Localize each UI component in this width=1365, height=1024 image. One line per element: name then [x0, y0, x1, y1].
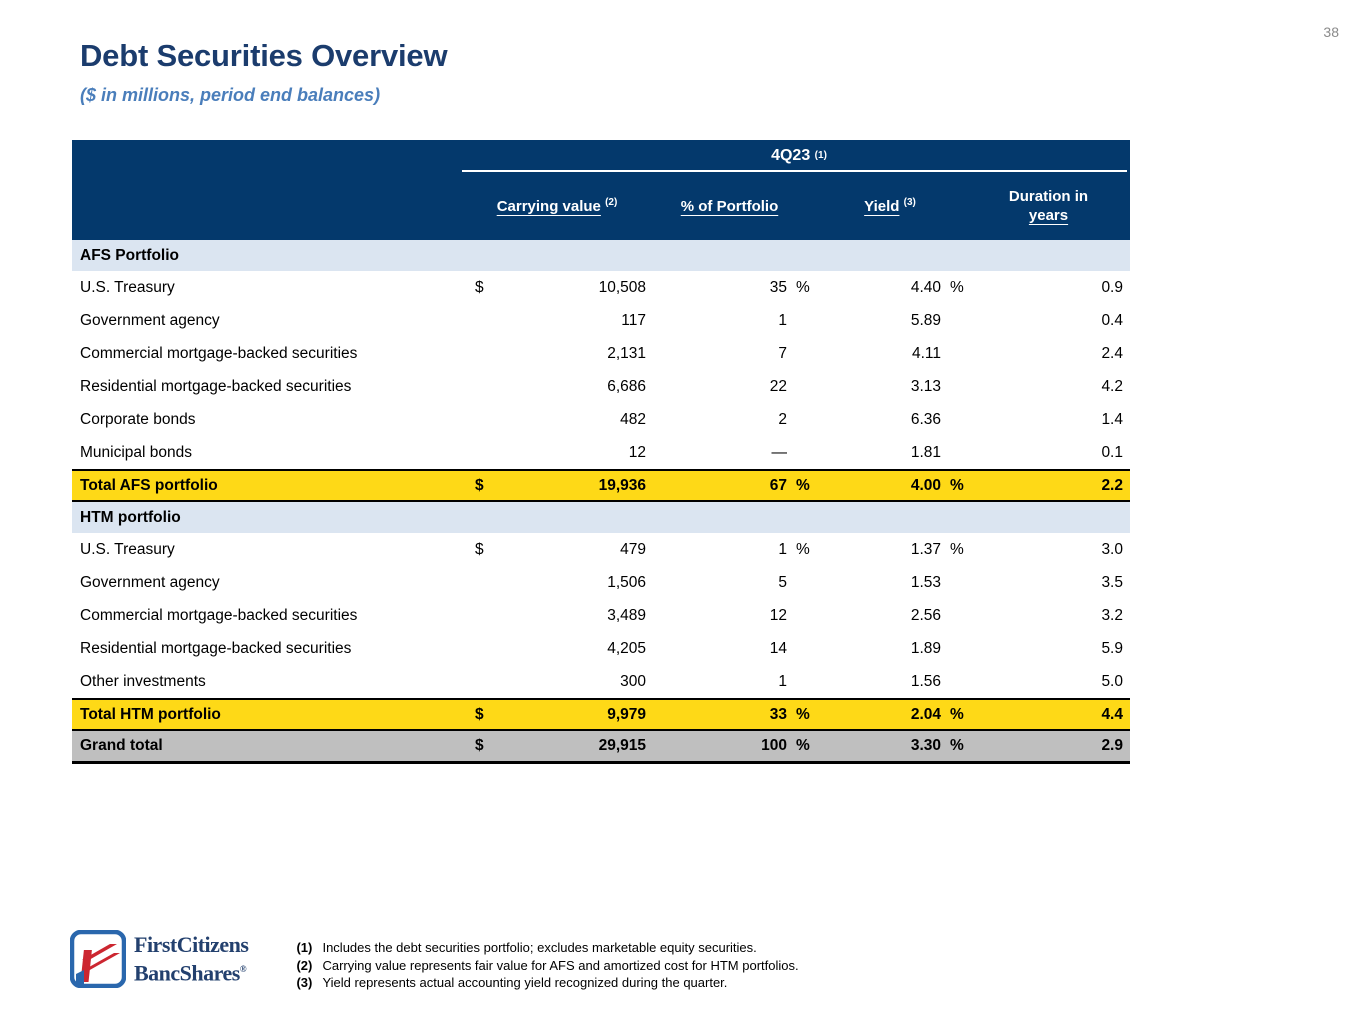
cell-pct-of-portfolio: 12: [769, 606, 787, 624]
row-label: Commercial mortgage-backed securities: [80, 606, 358, 624]
cell-pct-of-portfolio: 33 %: [769, 705, 810, 723]
section-label: HTM portfolio: [80, 508, 181, 526]
row-label: Total HTM portfolio: [80, 705, 221, 723]
page-subtitle: ($ in millions, period end balances): [80, 85, 381, 105]
page-title: Debt Securities Overview: [80, 38, 448, 73]
cell-carrying-value: 1,506: [607, 573, 646, 591]
cell-pct-of-portfolio: 22: [769, 377, 787, 395]
cell-carrying-value: 117: [621, 311, 646, 329]
cell-pct-of-portfolio: 1: [778, 311, 787, 329]
table-row: [72, 469, 1130, 502]
cell-pct-of-portfolio: 100 %: [761, 737, 810, 754]
table-row: [72, 632, 1130, 665]
cell-duration: 5.9: [1101, 639, 1123, 657]
table-row: [72, 566, 1130, 599]
cell-yield: 3.30 %: [910, 737, 964, 754]
table-header: [72, 140, 1130, 240]
footer: [70, 930, 799, 992]
row-label: Residential mortgage-backed securities: [80, 377, 352, 395]
table-row: [72, 304, 1130, 337]
cell-yield: 4.11: [911, 344, 941, 362]
cell-yield: 1.37 %: [910, 540, 964, 558]
cell-pct-of-portfolio: 2: [778, 410, 787, 428]
cell-yield: 1.89: [910, 639, 941, 657]
cell-pct-of-portfolio: 1 %: [778, 540, 810, 558]
table-row: [72, 731, 1130, 764]
cell-yield: 3.13: [910, 377, 941, 395]
cell-carrying-value: $ 19,936: [475, 476, 646, 494]
cell-duration: 4.4: [1101, 705, 1123, 723]
column-header-pct-of-portfolio: % of Portfolio: [680, 197, 779, 215]
period-label: 4Q23 (1): [771, 147, 827, 164]
row-label: Total AFS portfolio: [80, 476, 218, 494]
footnote-marker: (1): [296, 940, 313, 955]
footnote-text: Yield represents actual accounting yield recognized during the quarter.: [322, 975, 728, 990]
footnote-line: [296, 939, 798, 957]
row-label: U.S. Treasury: [80, 540, 175, 558]
cell-carrying-value: 300: [620, 672, 646, 690]
page-number: 38: [1323, 24, 1339, 40]
table-row: [72, 337, 1130, 370]
cell-yield: 1.81: [910, 443, 941, 461]
firstcitizens-logo-text: [134, 933, 248, 985]
cell-duration: 3.2: [1101, 606, 1123, 624]
table-row: [72, 533, 1130, 566]
logo-line1: FirstCitizens: [134, 931, 249, 957]
period-underline: [462, 170, 1127, 172]
cell-pct-of-portfolio: 5: [778, 573, 787, 591]
cell-yield: 1.56: [910, 672, 941, 690]
row-label: Grand total: [80, 737, 163, 754]
cell-yield: 4.00 %: [910, 476, 964, 494]
column-header-carrying-value: Carrying value $^{(2)}$: [496, 196, 618, 215]
table-body: [72, 240, 1130, 764]
cell-duration: 0.9: [1101, 278, 1123, 296]
cell-carrying-value: 4,205: [607, 639, 646, 657]
cell-yield: 6.36: [910, 410, 941, 428]
cell-carrying-value: 6,686: [607, 377, 646, 395]
cell-carrying-value: 3,489: [607, 606, 646, 624]
cell-duration: 2.4: [1101, 344, 1123, 362]
cell-carrying-value: 2,131: [607, 344, 646, 362]
table-row: [72, 665, 1130, 698]
cell-pct-of-portfolio: 1: [778, 672, 787, 690]
cell-duration: 1.4: [1101, 410, 1123, 428]
row-label: Residential mortgage-backed securities: [80, 639, 352, 657]
row-label: U.S. Treasury: [80, 278, 175, 296]
cell-duration: 4.2: [1101, 377, 1123, 395]
cell-duration: 0.1: [1101, 443, 1123, 461]
cell-pct-of-portfolio: 7: [778, 344, 787, 362]
firstcitizens-logo: [70, 930, 248, 988]
column-header-yield: Yield $^{(3)}$: [864, 196, 916, 215]
row-label: Government agency: [80, 311, 220, 329]
row-label: Other investments: [80, 672, 206, 690]
column-header-duration: Duration in years: [1008, 188, 1089, 224]
currency-symbol: $: [475, 476, 484, 494]
cell-pct-of-portfolio: —: [771, 443, 787, 461]
row-label: Municipal bonds: [80, 443, 193, 461]
cell-pct-of-portfolio: 35 %: [769, 278, 810, 296]
footnote-marker: (3): [296, 975, 313, 990]
row-label: Corporate bonds: [80, 410, 196, 428]
cell-duration: 3.5: [1101, 573, 1123, 591]
period-text: 4Q23: [771, 147, 811, 164]
row-label: Government agency: [80, 573, 220, 591]
table-row: [72, 698, 1130, 731]
cell-duration: 2.2: [1101, 476, 1123, 494]
footnote-text: Includes the debt securities portfolio; excludes marketable equity securities.: [322, 940, 757, 955]
section-label: AFS Portfolio: [80, 246, 180, 264]
footnotes: [296, 939, 798, 992]
cell-carrying-value: 12: [628, 443, 646, 461]
cell-carrying-value: $ 10,508: [475, 278, 646, 296]
table-row: [72, 370, 1130, 403]
table-row: [72, 436, 1130, 469]
debt-securities-table: [72, 140, 1130, 764]
section-header-row: [72, 240, 1130, 271]
cell-duration: 3.0: [1101, 540, 1123, 558]
logo-line2: BancShares®: [134, 960, 247, 986]
footnote-line: [296, 957, 798, 975]
cell-duration: 0.4: [1101, 311, 1123, 329]
table-row: [72, 271, 1130, 304]
cell-yield: 2.56: [910, 606, 941, 624]
section-header-row: [72, 502, 1130, 533]
table-row: [72, 599, 1130, 632]
currency-symbol: $: [475, 705, 484, 723]
currency-symbol: $: [475, 737, 484, 754]
period-band: [72, 140, 1130, 172]
footnote-line: [296, 974, 798, 992]
cell-carrying-value: 482: [620, 410, 646, 428]
cell-yield: 5.89: [910, 311, 941, 329]
firstcitizens-logo-icon: [70, 930, 126, 988]
cell-carrying-value: $ 9,979: [475, 705, 646, 723]
footnote-marker: (2): [296, 957, 313, 973]
footnote-text: Carrying value represents fair value for AFS and amortized cost for HTM portfolios.: [322, 957, 799, 973]
cell-duration: 5.0: [1101, 672, 1123, 690]
cell-yield: 4.40 %: [910, 278, 964, 296]
row-label: Commercial mortgage-backed securities: [80, 344, 358, 362]
cell-pct-of-portfolio: 67 %: [769, 476, 810, 494]
cell-carrying-value: $ 29,915: [475, 737, 646, 754]
cell-carrying-value: $ 479: [475, 540, 646, 558]
table-row: [72, 403, 1130, 436]
cell-yield: 1.53: [910, 573, 941, 591]
registered-mark: ®: [239, 963, 247, 974]
currency-symbol: $: [475, 540, 484, 558]
cell-yield: 2.04 %: [910, 705, 964, 723]
cell-duration: 2.9: [1101, 737, 1123, 754]
currency-symbol: $: [475, 278, 484, 296]
column-headers: [72, 172, 1130, 240]
cell-pct-of-portfolio: 14: [769, 639, 787, 657]
